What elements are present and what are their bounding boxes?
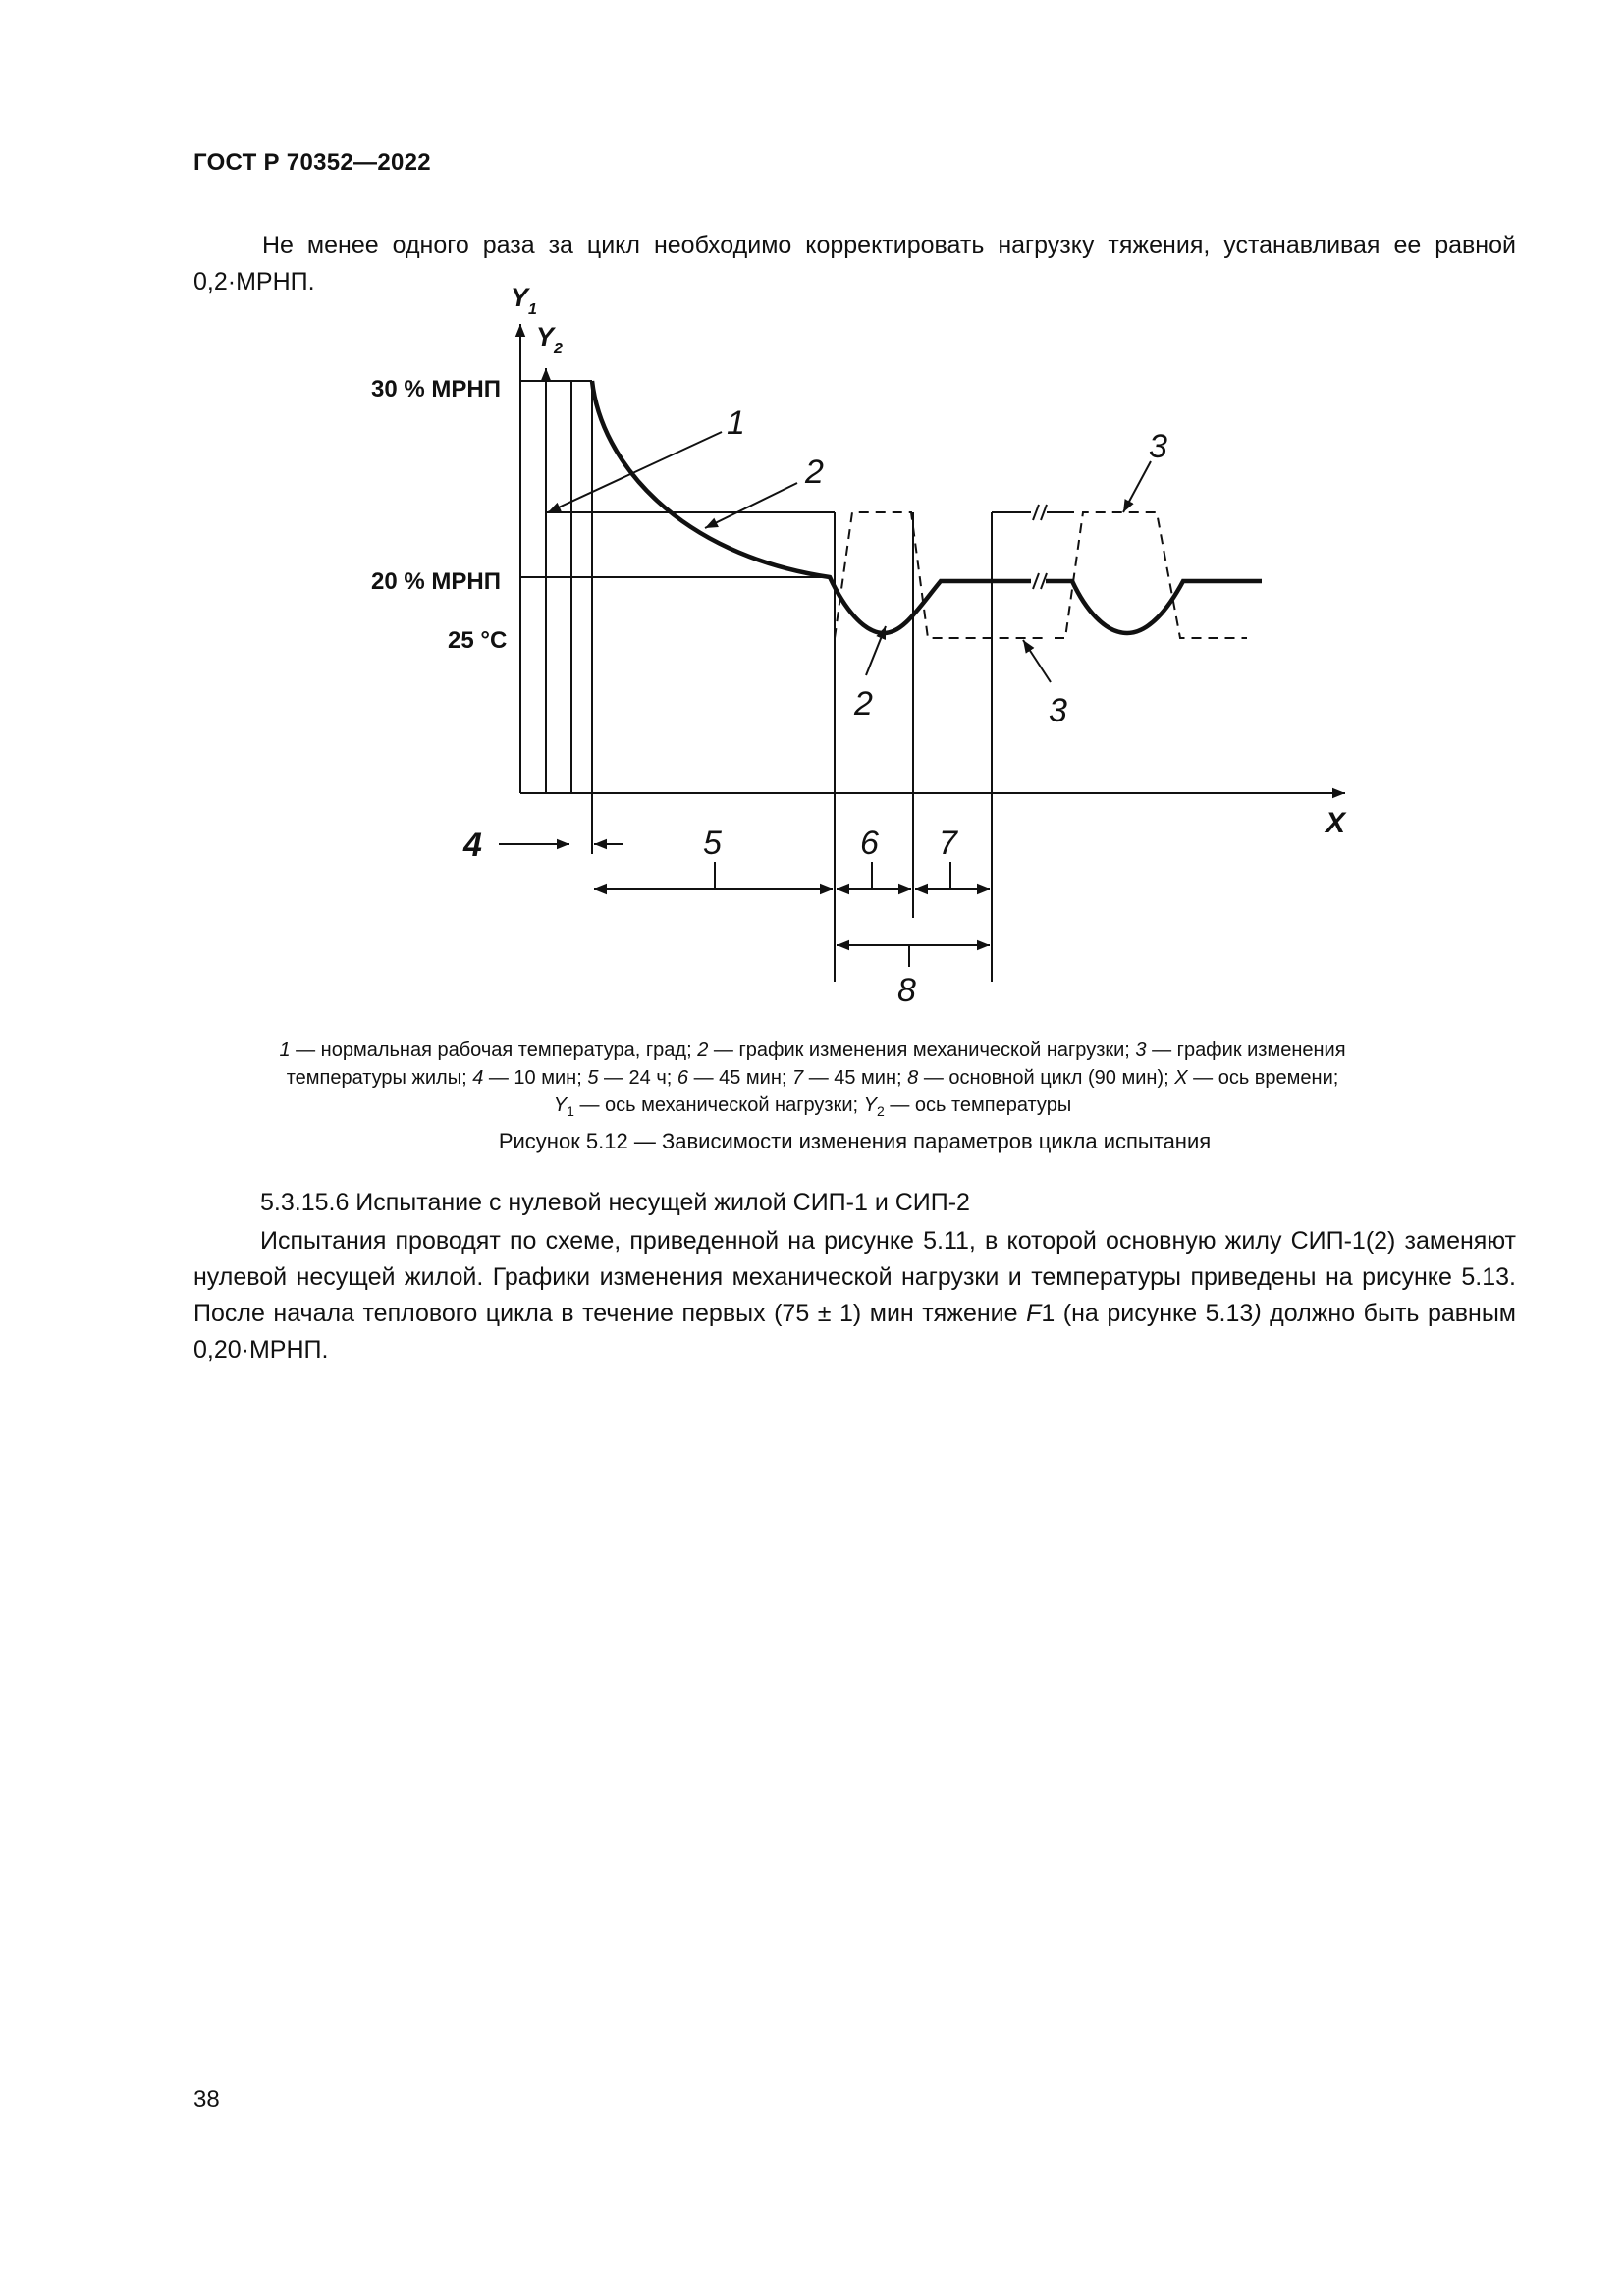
callout-1-label: 1 — [727, 404, 745, 442]
x-axis-label: X — [1326, 807, 1346, 839]
document-code: ГОСТ Р 70352—2022 — [193, 149, 431, 176]
callout-3b-label: 3 — [1049, 692, 1067, 729]
level-30-label: 30 % МРНП — [371, 376, 501, 402]
interval-8-label: 8 — [897, 972, 916, 1009]
callout-1-arrow — [548, 432, 722, 512]
y2-axis-label: $Y_2$ — [536, 322, 563, 357]
section-heading: 5.3.15.6 Испытание с нулевой несущей жилой СИП-1 и СИП-2 — [260, 1189, 970, 1216]
level-25c-label: 25 °C — [448, 627, 508, 654]
figure-caption: Рисунок 5.12 — Зависимости изменения параметров цикла испытания — [498, 1129, 1212, 1153]
page-number: 38 — [193, 2086, 220, 2112]
y1-axis-label: $Y_1$ — [511, 283, 537, 318]
interval-5-label: 5 — [703, 825, 722, 862]
callout-3b-arrow — [1023, 640, 1051, 682]
level-20-label: 20 % МРНП — [371, 568, 501, 595]
intro-paragraph: Не менее одного раза за цикл необходимо корректировать нагрузку тяжения, устанавливая ее равной 0,2·МРНП. — [193, 232, 1516, 295]
callout-3-arrow — [1123, 461, 1151, 512]
callout-2-arrow — [705, 483, 797, 528]
interval-4-label: 4 — [463, 827, 482, 864]
callout-2-label: 2 — [805, 454, 824, 491]
interval-6-label: 6 — [860, 825, 879, 862]
load-curve — [592, 381, 1262, 633]
figure-legend: 1 — нормальная рабочая температура, град; 2 — график изменения механической нагрузки; 3 — график изменения температуры жилы; 4 — 10 мин; 5 — 24 ч; 6 — 45 мин; 7 — 45 мин; 8 — основной цикл (90 мин); X — ось времени; $Y_1$ — ось механической нагрузки; $Y_2$ — ось температуры — [279, 1040, 1346, 1119]
body-paragraph: Испытания проводят по схеме, приведенной на рисунке 5.11, в которой основную жилу СИП-1(2) заменяют нулевой несущей жилой. Графики изменения механической нагрузки и температуры приведены на рисунке 5.13. После начала теплового цикла в течение первых (75 ± 1) мин тяжение F1 (на рисунке 5.13) должно быть равным 0,20·МРНП. — [193, 1227, 1516, 1363]
interval-7-label: 7 — [939, 825, 957, 862]
callout-2b-label: 2 — [854, 685, 873, 722]
callout-3-label: 3 — [1149, 428, 1167, 465]
temperature-curve — [835, 512, 1247, 638]
